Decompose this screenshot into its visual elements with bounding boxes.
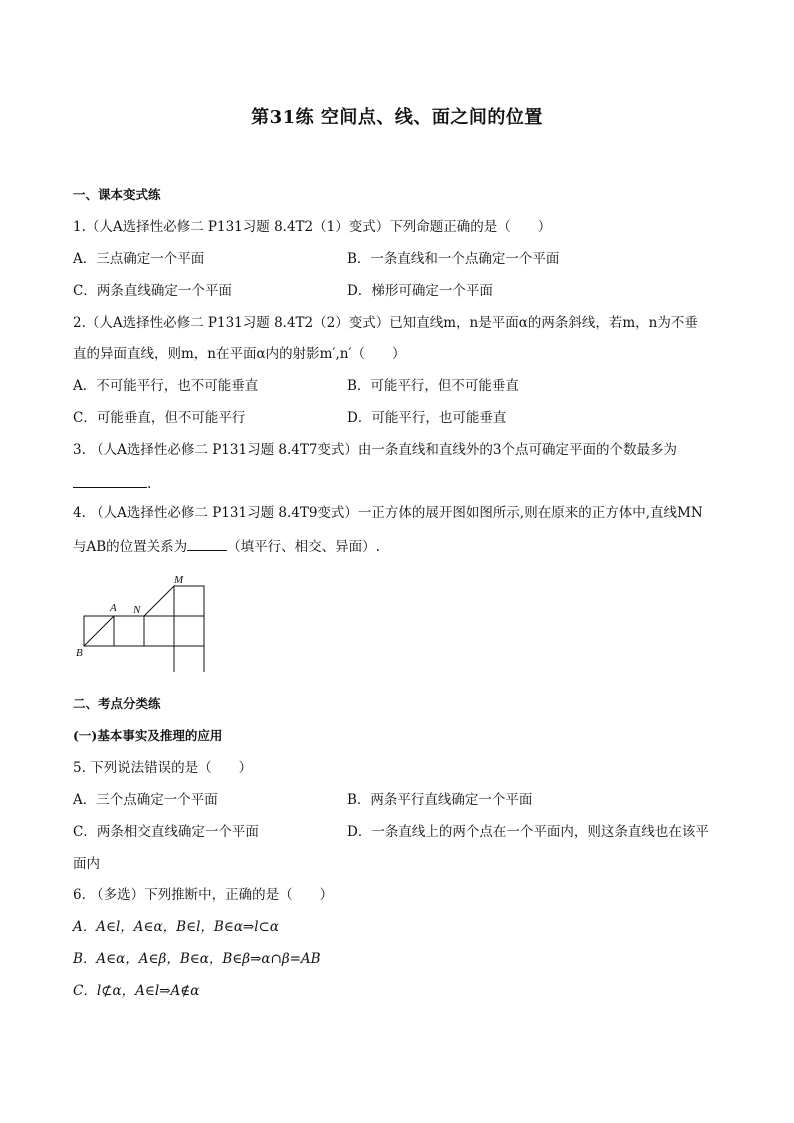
net-square — [174, 646, 204, 672]
label-a: A — [110, 602, 117, 614]
q6-stem: 6. （多选）下列推断中，正确的是（ ） — [73, 887, 334, 903]
q3-stem-line2 — [73, 473, 151, 493]
q5-option-d-continued: 面内 — [73, 856, 100, 872]
q4-suffix: （填平行、相交、异面）. — [227, 539, 380, 555]
label-n: N — [133, 604, 141, 616]
page-title: 第31练 空间点、线、面之间的位置 — [251, 107, 543, 128]
net-square — [174, 586, 204, 616]
q3-period: . — [147, 476, 152, 492]
q5-stem: 5. 下列说法错误的是（ ） — [73, 760, 253, 776]
q6-option-a: A．A∈l，A∈α，B∈l，B∈α⇒l⊂α — [73, 919, 279, 935]
net-square — [114, 616, 144, 646]
answer-blank — [73, 473, 147, 488]
q2-option-d: D．可能平行，也可能垂直 — [347, 410, 507, 426]
q5-option-c: C．两条相交直线确定一个平面 — [73, 824, 259, 840]
q2-stem-line1: 2.（人A选择性必修二 P131习题 8.4T2（2）变式）已知直线m，n是平面α的两条斜线，若m，n为不垂 — [73, 315, 698, 331]
section-heading-2: 二、考点分类练 — [73, 696, 161, 711]
net-square — [144, 616, 174, 646]
segment-mn — [144, 586, 174, 616]
q2-option-b: B．可能平行，但不可能垂直 — [347, 378, 519, 394]
q4-prefix: 与AB的位置关系为 — [73, 539, 188, 555]
q1-stem: 1.（人A选择性必修二 P131习题 8.4T2（1）变式）下列命题正确的是（ ） — [73, 219, 552, 235]
q5-option-b: B．两条平行直线确定一个平面 — [347, 792, 533, 808]
q1-option-b: B．一条直线和一个点确定一个平面 — [347, 251, 560, 267]
segment-ab — [84, 616, 114, 646]
q2-option-c: C．可能垂直，但不可能平行 — [73, 410, 246, 426]
section-heading-1: 一、课本变式练 — [73, 187, 161, 202]
answer-blank — [187, 536, 227, 551]
q1-option-d: D．梯形可确定一个平面 — [347, 283, 493, 299]
q3-stem-line1: 3. （人A选择性必修二 P131习题 8.4T7变式）由一条直线和直线外的3个点可确定平面的个数最多为 — [73, 442, 678, 458]
q4-stem-line2 — [73, 536, 380, 556]
q2-option-a: A．不可能平行，也不可能垂直 — [73, 378, 259, 394]
q6-option-c: C．l⊄α，A∈l⇒A∉α — [73, 983, 200, 999]
q5-option-a: A．三个点确定一个平面 — [73, 792, 218, 808]
label-m: M — [174, 574, 184, 586]
q6-option-b: B．A∈α，A∈β，B∈α，B∈β⇒α∩β=AB — [73, 951, 321, 967]
cube-net-figure — [74, 572, 214, 672]
q5-option-d: D．一条直线上的两个点在一个平面内，则这条直线也在该平 — [347, 824, 709, 840]
q2-stem-line2: 直的异面直线，则m，n在平面α内的射影m′,n′（ ） — [73, 346, 406, 362]
q4-stem-line1: 4. （人A选择性必修二 P131习题 8.4T9变式）一正方体的展开图如图所示,则在原来的正方体中,直线MN — [73, 505, 703, 521]
q1-option-a: A．三点确定一个平面 — [73, 251, 205, 267]
label-b: B — [76, 647, 83, 659]
subsection-heading-1: (一)基本事实及推理的应用 — [73, 728, 223, 743]
q1-option-c: C．两条直线确定一个平面 — [73, 283, 232, 299]
net-square — [174, 616, 204, 646]
